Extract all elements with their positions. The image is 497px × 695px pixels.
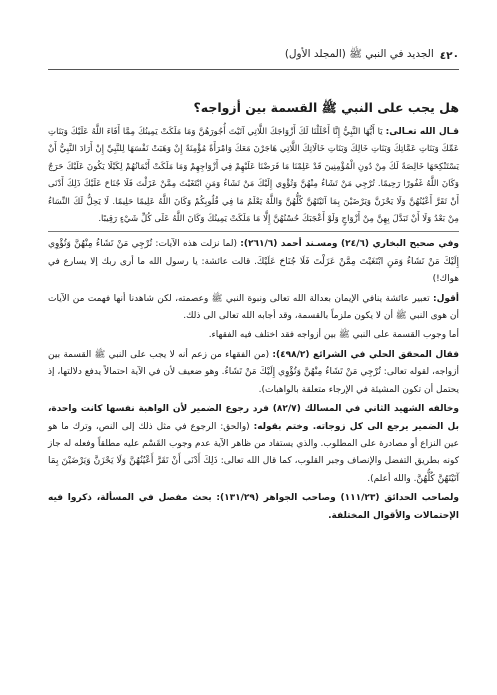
section-divider [48, 231, 459, 232]
page-header [55, 48, 459, 63]
paragraph-text: (والحق: الرجوع في مثل ذلك إلى النص، وترك ما هو عين النزاع أو مصادرة على المطلوب. والذي يستفاد من ظاهر الآية عدم وجوب القَسْم عليه مطلقاً وفعله له جاز كونه بطريق التفضل والإنصاف وجبر القلوب، كما قال الله تعالى: ذَلِكَ أَدْنَى أَنْ تَقَرَّ أَعْيُنُهُنَّ وَلَا يَحْزَنَّ وَيَرْضَيْنَ بِمَا آتَيْتَهُنَّ كُلُّهُنَّ. والله أعلم). [48, 421, 459, 484]
quran-verse: يَا أَيُّهَا النَّبِيُّ إِنَّا أَحْلَلْنَا لَكَ أَزْوَاجَكَ اللَّاتِي آتَيْتَ أُجُورَهُنَّ وَمَا مَلَكَتْ يَمِينُكَ مِمَّا أَفَاءَ اللَّهُ عَلَيْكَ وَبَنَاتِ عَمِّكَ وَبَنَاتِ عَمَّاتِكَ وَبَنَاتِ خَالِكَ وَبَنَاتِ خَالَاتِكَ اللَّاتِي هَاجَرْنَ مَعَكَ وَامْرَأَةً مُؤْمِنَةً إِنْ وَهَبَتْ نَفْسَهَا لِلنَّبِيِّ إِنْ أَرَادَ النَّبِيُّ أَنْ يَسْتَنْكِحَهَا خَالِصَةً لَكَ مِنْ دُونِ الْمُؤْمِنِينَ قَدْ عَلِمْنَا مَا فَرَضْنَا عَلَيْهِمْ فِي أَزْوَاجِهِمْ وَمَا مَلَكَتْ أَيْمَانُهُمْ لِكَيْلَا يَكُونَ عَلَيْكَ حَرَجٌ وَكَانَ اللَّهُ غَفُورًا رَحِيمًا. تُرْجِي مَنْ تَشَاءُ مِنْهُنَّ وَتُؤْوِي إِلَيْكَ مَنْ تَشَاءُ وَمَنِ ابْتَغَيْتَ مِمَّنْ عَزَلْتَ فَلَا جُنَاحَ عَلَيْكَ ذَلِكَ أَدْنَى أَنْ تَقَرَّ أَعْيُنُهُنَّ وَلَا يَحْزَنَّ وَيَرْضَيْنَ بِمَا آتَيْتَهُنَّ كُلُّهُنَّ وَاللَّهُ يَعْلَمُ مَا فِي قُلُوبِكُمْ وَكَانَ اللَّهُ عَلِيمًا حَلِيمًا. لَا يَحِلُّ لَكَ النِّسَاءُ مِنْ بَعْدُ وَلَا أَنْ تَبَدَّلَ بِهِنَّ مِنْ أَزْوَاجٍ وَلَوْ أَعْجَبَكَ حُسْنُهُنَّ إِلَّا مَا مَلَكَتْ يَمِينُكَ وَكَانَ اللَّهُ عَلَى كُلِّ شَيْءٍ رَقِيبًا. [48, 127, 459, 225]
paragraph-hilli [48, 347, 459, 399]
paragraph-lead: أقول: [432, 293, 459, 304]
paragraph-text: (لما نزلت هذه الآيات: تُرْجِي مَنْ تَشَاءُ مِنْهُنَّ وَتُؤْوِي إِلَيْكَ مَنْ تَشَاءُ وَمَنِ ابْتَغَيْتَ مِمَّنْ عَزَلْتَ فَلَا جُنَاحَ عَلَيْكَ. قالت عائشة: يا رسول الله ما أرى ربك إلا يسارع في هواك!) [48, 239, 459, 285]
paragraph-lead: وفي صحيح البخاري (٢٤/٦) ومسـند أحمد (٢٦١/٦): [240, 239, 459, 250]
header-divider [48, 69, 459, 70]
page-number: ٤٢٠ [439, 49, 459, 62]
paragraph-shahid [48, 401, 459, 488]
paragraph-text: تعبير عائشة ينافي الإيمان بعدالة الله تعالى ونبوة النبي ﷺ وعصمته، لكن شاهدنا أنها فهمت من الآيات أن هوى النبي ﷺ أن لا يكون ملزماً بالقسمة، وقد أجابه الله تعالى الى ذلك. [48, 293, 459, 322]
paragraph-fuqaha [48, 327, 459, 344]
section-title: هل يجب على النبي ﷺ القسمة بين أزواجه؟ [193, 100, 459, 115]
running-title: الجديد في النبي ﷺ (المجلد الأول) [284, 48, 434, 60]
paragraph-lead: فقال المحقق الحلي في الشرائع (٤٩٨/٢): [272, 349, 459, 360]
paragraph-lead: قـال الله تعـالى: [385, 127, 459, 137]
paragraph-text: (من الفقهاء من زعم أنه لا يجب على النبي ﷺ القسمة بين أزواجه، لقوله تعالى: تُرْجِي مَنْ تَشَاءُ مِنْهُنَّ وَتُؤْوِي إِلَيْكَ مَنْ تَشَاءُ. وهو ضعيف لأن في الآية احتمالاً يدفع دلالتها، إذ يحتمل أن تكون المشيئة في الإرجاء متعلقة بالواهبات). [48, 349, 459, 395]
paragraph-bukhari [48, 236, 459, 288]
paragraph-verse [48, 124, 459, 228]
body-text [48, 124, 459, 527]
paragraph-comment [48, 291, 459, 326]
paragraph-hadaiq [48, 490, 459, 525]
paragraph-lead: وخالفه الشهيد الثاني في المسالك (٨٢/٧) فرد رجوع الضمير لأن الواهبة نفسها كانت واحدة، بل الضمير يرجع الى كل زوجاته. وختم بقوله: [48, 404, 459, 432]
paragraph-text: أما وجوب القسمة على النبي ﷺ بين أزواجه فقد اختلف فيه الفقهاء. [208, 330, 459, 341]
paragraph-lead: ولصاحب الحدائق (١١١/٢٣) وصاحب الجواهر (١٣١/٢٩): بحث مفصل في المسألة، ذكروا فيه الإحتمالات والأقوال المختلفة. [48, 493, 460, 521]
